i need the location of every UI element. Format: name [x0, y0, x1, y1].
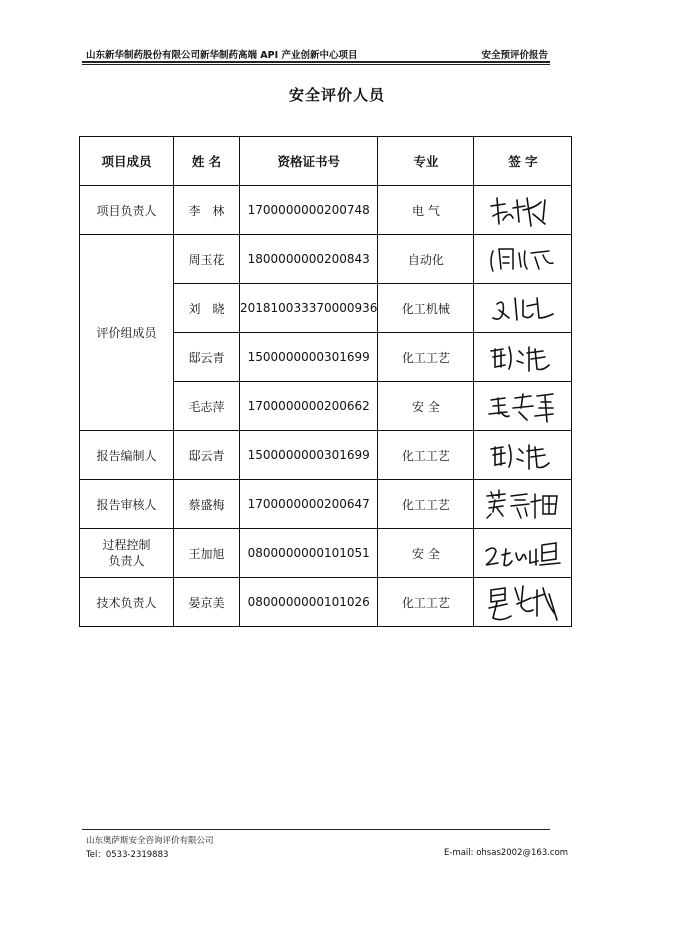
handwritten-signature — [480, 533, 566, 573]
name-cell: 李 林 — [174, 186, 240, 235]
handwritten-signature — [483, 190, 563, 230]
header-rule-thin — [82, 64, 550, 65]
handwritten-signature — [481, 580, 565, 624]
signature-cell — [474, 529, 572, 578]
signature-cell — [474, 578, 572, 627]
page-header — [82, 44, 550, 60]
role-cell: 过程控制 负责人 — [80, 529, 174, 578]
role-cell: 报告审核人 — [80, 480, 174, 529]
name-cell: 王加旭 — [174, 529, 240, 578]
header-report-type: 安全预评价报告 — [481, 50, 548, 61]
table-row — [80, 431, 572, 480]
major-cell: 化工工艺 — [378, 431, 474, 480]
handwritten-signature — [483, 239, 563, 279]
handwritten-signature — [481, 484, 565, 524]
table-row — [80, 186, 572, 235]
evaluation-staff-table — [79, 136, 572, 627]
signature-cell — [474, 480, 572, 529]
handwritten-signature — [483, 288, 563, 328]
footer-company: 山东奥萨斯安全咨询评价有限公司 — [86, 836, 214, 846]
name-cell: 晏京美 — [174, 578, 240, 627]
name-cell: 邸云青 — [174, 431, 240, 480]
handwritten-signature — [483, 337, 563, 377]
signature-cell — [474, 431, 572, 480]
role-cell: 技术负责人 — [80, 578, 174, 627]
cert-cell: 1500000000301699 — [240, 333, 378, 382]
role-cell: 评价组成员 — [80, 235, 174, 431]
table-row — [80, 529, 572, 578]
major-cell: 电 气 — [378, 186, 474, 235]
major-cell: 安 全 — [378, 529, 474, 578]
signature-cell — [474, 333, 572, 382]
cert-cell: 1700000000200748 — [240, 186, 378, 235]
footer-email: E-mail: ohsas2002@163.com — [444, 848, 569, 858]
role-cell: 报告编制人 — [80, 431, 174, 480]
column-header-cert: 资格证书号 — [240, 137, 378, 186]
role-cell: 项目负责人 — [80, 186, 174, 235]
handwritten-signature — [483, 386, 563, 426]
major-cell: 化工工艺 — [378, 480, 474, 529]
major-cell: 自动化 — [378, 235, 474, 284]
cert-cell: 1800000000200843 — [240, 235, 378, 284]
table-row — [80, 578, 572, 627]
cert-cell: 0800000000101051 — [240, 529, 378, 578]
signature-cell — [474, 382, 572, 431]
cert-cell: 1700000000200647 — [240, 480, 378, 529]
cert-cell: 1500000000301699 — [240, 431, 378, 480]
major-cell: 安 全 — [378, 382, 474, 431]
signature-cell — [474, 235, 572, 284]
signature-cell — [474, 186, 572, 235]
name-cell: 蔡盛梅 — [174, 480, 240, 529]
column-header-member: 项目成员 — [80, 137, 174, 186]
footer-tel: Tel：0533-2319883 — [86, 850, 169, 860]
name-cell: 周玉花 — [174, 235, 240, 284]
cert-cell: 201810033370000936 — [240, 284, 378, 333]
signature-cell — [474, 284, 572, 333]
header-project-title: 山东新华制药股份有限公司新华制药高端 API 产业创新中心项目 — [86, 50, 358, 61]
cert-cell: 0800000000101026 — [240, 578, 378, 627]
column-header-signature: 签 字 — [474, 137, 572, 186]
major-cell: 化工工艺 — [378, 578, 474, 627]
major-cell: 化工工艺 — [378, 333, 474, 382]
column-header-major: 专业 — [378, 137, 474, 186]
table-row — [80, 235, 572, 284]
column-header-name: 姓 名 — [174, 137, 240, 186]
footer-rule — [82, 829, 550, 830]
cert-cell: 1700000000200662 — [240, 382, 378, 431]
table-row — [80, 480, 572, 529]
handwritten-signature — [483, 435, 563, 475]
name-cell: 毛志萍 — [174, 382, 240, 431]
header-rule-thick — [82, 61, 550, 63]
table-header-row — [80, 137, 572, 186]
major-cell: 化工机械 — [378, 284, 474, 333]
name-cell: 刘 晓 — [174, 284, 240, 333]
name-cell: 邸云青 — [174, 333, 240, 382]
page-title: 安全评价人员 — [288, 86, 385, 104]
